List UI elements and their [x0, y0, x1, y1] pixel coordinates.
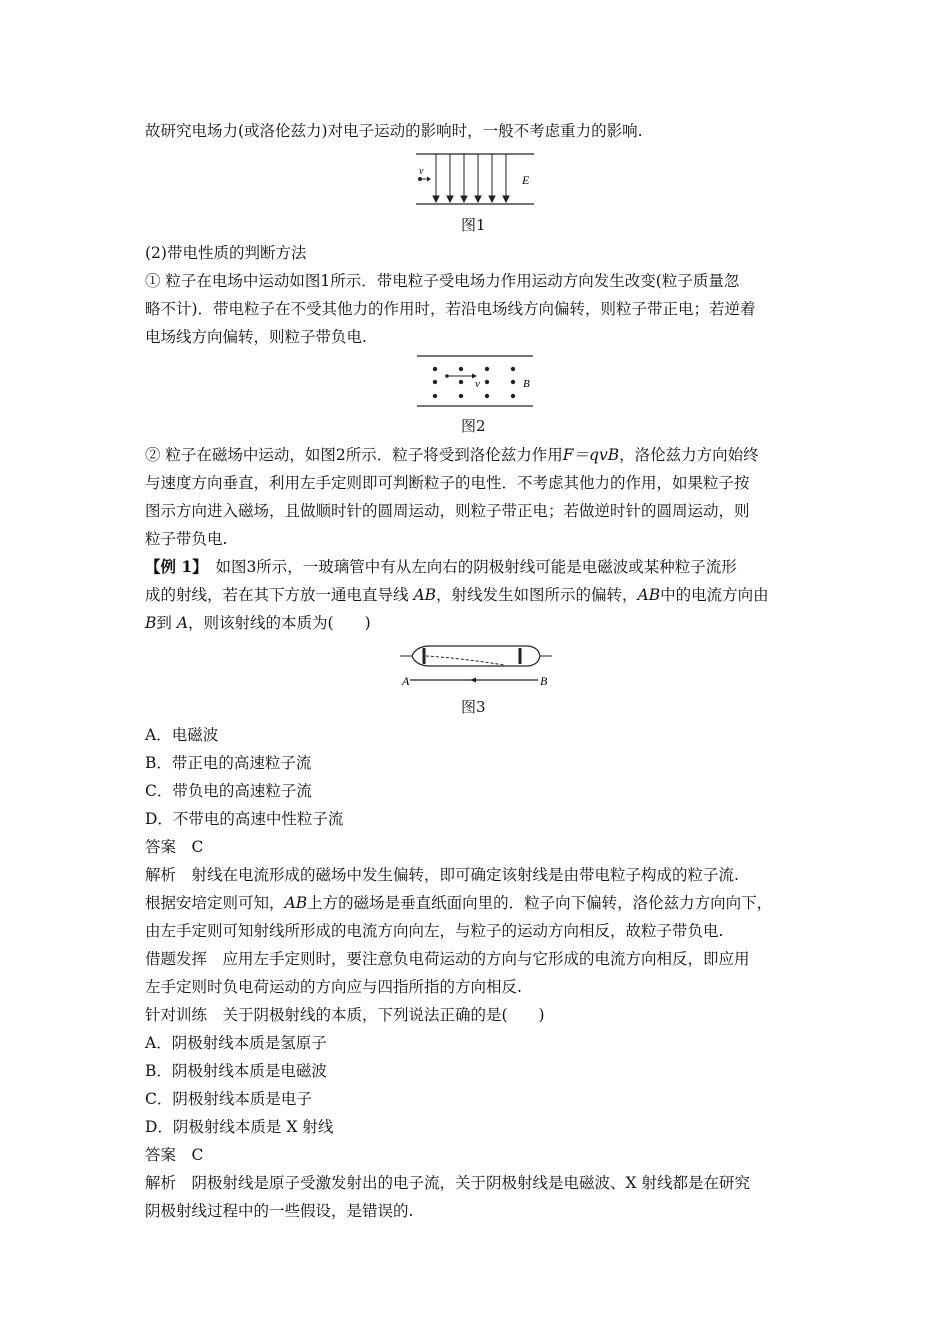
figure-1-electric-field [412, 148, 538, 210]
current-arrow [470, 678, 476, 683]
fig1-e-label: E [522, 173, 530, 187]
ray-path [426, 656, 504, 665]
fig2-b-label: B [523, 378, 530, 390]
fig3-a-label: A [402, 674, 410, 688]
analysis-1-line3: 由左手定则可知射线所形成的电流方向向左，与粒子的运动方向相反，故粒子带负电. [145, 922, 724, 940]
example-1-answer: 答案 C [145, 838, 204, 856]
example-1-option-c: C．带负电的高速粒子流 [145, 782, 312, 800]
figure-3-caption: 图3 [461, 698, 486, 716]
analysis-1-line1: 解析 射线在电流形成的磁场中发生偏转，即可确定该射线是由带电粒子构成的粒子流. [145, 866, 739, 884]
section-2-p1-line3: 电场线方向偏转，则粒子带负电. [145, 328, 367, 346]
practice-option-d: D．阴极射线本质是 X 射线 [145, 1118, 334, 1136]
practice-analysis-line2: 阴极射线过程中的一些假设，是错误的. [145, 1202, 414, 1220]
figure-1-caption: 图1 [461, 216, 486, 234]
figure-3-cathode-ray-tube [400, 640, 552, 690]
fig2-v-label: v [475, 378, 480, 390]
figure-2-caption: 图2 [461, 417, 486, 435]
intro-text: 故研究电场力(或洛伦兹力)对电子运动的影响时，一般不考虑重力的影响. [145, 122, 643, 140]
example-1-option-b: B．带正电的高速粒子流 [145, 754, 312, 772]
p2-line3: 图示方向进入磁场，且做顺时针的圆周运动，则粒子带正电；若做逆时针的圆周运动，则 [145, 502, 750, 520]
p2-line1: ② 粒子在磁场中运动，如图2所示．粒子将受到洛伦兹力作用F＝qvB，洛伦兹力方向始终 [145, 446, 759, 464]
borrow-line2: 左手定则时负电荷运动的方向应与四指所指的方向相反. [145, 978, 522, 996]
example-1-line2: 成的射线，若在其下方放一通电直导线 AB，射线发生如图所示的偏转，AB中的电流方向由 [145, 586, 769, 604]
figure-2-magnetic-field [415, 352, 535, 410]
p2-line4: 粒子带负电. [145, 530, 228, 548]
example-1-option-a: A．电磁波 [145, 726, 219, 744]
practice-question: 针对训练 关于阴极射线的本质，下列说法正确的是( ) [145, 1006, 545, 1024]
section-2-p1-line2: 略不计)．带电粒子在不受其他力的作用时，若沿电场线方向偏转，则粒子带正电；若逆着 [145, 300, 756, 318]
borrow-line1: 借题发挥 应用左手定则时，要注意负电荷运动的方向与它形成的电流方向相反，即应用 [145, 950, 750, 968]
p2-line2: 与速度方向垂直，利用左手定则即可判断粒子的电性．不考虑其他力的作用，如果粒子按 [145, 474, 750, 492]
example-1-option-d: D．不带电的高速中性粒子流 [145, 810, 344, 828]
practice-answer: 答案 C [145, 1146, 204, 1164]
practice-option-c: C．阴极射线本质是电子 [145, 1090, 312, 1108]
practice-option-b: B．阴极射线本质是电磁波 [145, 1062, 327, 1080]
fig1-v-label: v [419, 166, 424, 177]
example-1-line3: B到 A，则该射线的本质为( ) [145, 614, 371, 632]
section-2-heading: (2)带电性质的判断方法 [145, 244, 307, 262]
example-1-line1: 【例 1】 如图3所示，一玻璃管中有从左向右的阴极射线可能是电磁波或某种粒子流形 [145, 557, 737, 576]
section-2-p1-line1: ① 粒子在电场中运动如图1所示．带电粒子受电场力作用运动方向发生改变(粒子质量忽 [145, 272, 740, 290]
fig3-b-label: B [540, 674, 548, 688]
practice-option-a: A．阴极射线本质是氢原子 [145, 1034, 327, 1052]
practice-analysis-line1: 解析 阴极射线是原子受激发射出的电子流，关于阴极射线是电磁波、X 射线都是在研究 [145, 1174, 750, 1192]
analysis-1-line2: 根据安培定则可知，AB上方的磁场是垂直纸面向里的．粒子向下偏转，洛伦兹力方向向下， [145, 894, 773, 912]
